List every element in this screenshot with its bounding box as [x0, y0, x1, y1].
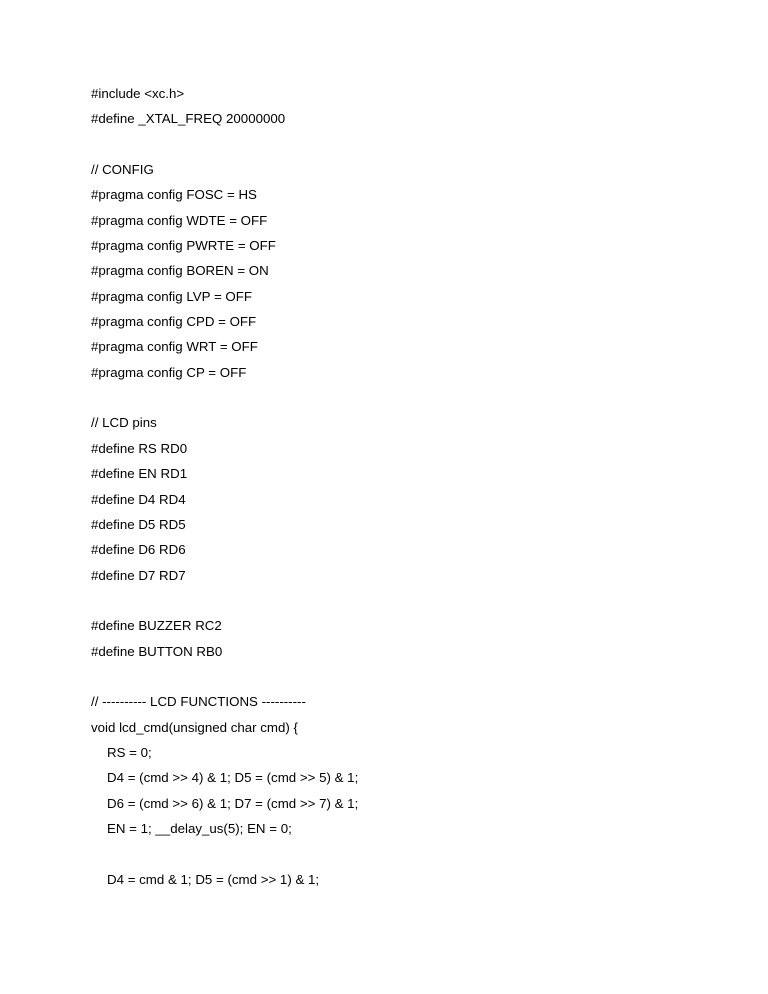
code-line: #include <xc.h> [91, 86, 185, 101]
code-line: #pragma config LVP = OFF [91, 288, 252, 304]
code-line: #define D5 RD5 [91, 516, 186, 532]
code-line: #define D6 RD6 [91, 542, 186, 558]
code-line: // ---------- LCD FUNCTIONS ---------- [91, 694, 306, 710]
blank-line [91, 588, 731, 613]
code-line: #define EN RD1 [91, 466, 188, 482]
blank-line [91, 385, 731, 410]
code-line: EN = 1; __delay_us(5); EN = 0; [107, 820, 292, 836]
code-line: D4 = cmd & 1; D5 = (cmd >> 1) & 1; [107, 871, 320, 887]
code-line: D4 = (cmd >> 4) & 1; D5 = (cmd >> 5) & 1; [107, 770, 359, 786]
code-line: #pragma config WDTE = OFF [91, 212, 268, 228]
code-line: void lcd_cmd(unsigned char cmd) { [91, 719, 298, 735]
code-line: D6 = (cmd >> 6) & 1; D7 = (cmd >> 7) & 1; [107, 795, 359, 811]
code-line: #pragma config FOSC = HS [91, 187, 257, 203]
code-line: // CONFIG [91, 162, 154, 178]
blank-line [91, 664, 731, 689]
code-line: #define BUZZER RC2 [91, 618, 222, 634]
blank-line [91, 132, 731, 157]
code-line: #pragma config CPD = OFF [91, 314, 257, 330]
code-line: // LCD pins [91, 415, 157, 431]
code-line: #pragma config WRT = OFF [91, 339, 258, 355]
code-line: #define BUTTON RB0 [91, 643, 223, 659]
code-line: #pragma config CP = OFF [91, 364, 247, 380]
code-line: #define D7 RD7 [91, 567, 186, 583]
code-listing [91, 81, 731, 892]
code-line: #define D4 RD4 [91, 491, 186, 507]
code-line: RS = 0; [107, 744, 152, 760]
code-line: #define _XTAL_FREQ 20000000 [91, 111, 286, 127]
code-line: #define RS RD0 [91, 440, 188, 456]
code-line: #pragma config BOREN = ON [91, 263, 269, 279]
code-line: #pragma config PWRTE = OFF [91, 238, 276, 254]
blank-line [91, 841, 731, 866]
